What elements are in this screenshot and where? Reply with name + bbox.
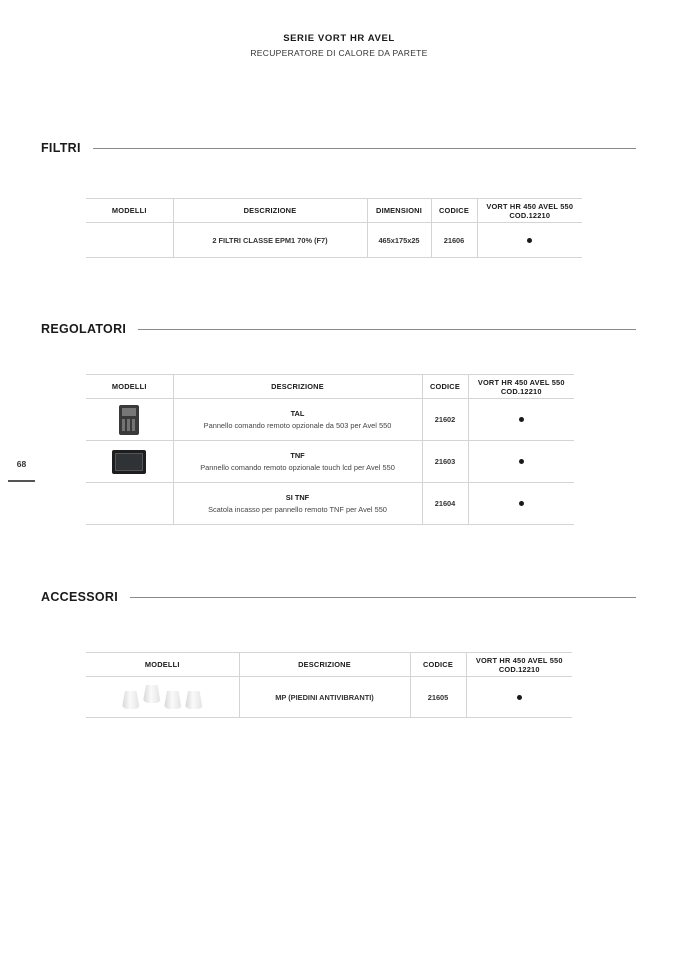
col-header-model-name: VORT HR 450 AVEL 550 [475, 655, 563, 665]
cell-model-image [86, 677, 239, 718]
col-header-model-code: COD.12210 [498, 664, 540, 674]
col-header-modelli: MODELLI [86, 199, 173, 223]
col-header-descrizione: DESCRIZIONE [173, 199, 367, 223]
col-header-codice: CODICE [431, 199, 477, 223]
cell-code: 21604 [422, 483, 468, 525]
table-header-row [86, 653, 572, 677]
page-header [0, 33, 678, 58]
col-header-model-compat [466, 653, 572, 677]
accessori-table [86, 652, 572, 718]
cell-code: 21602 [422, 399, 468, 441]
compatible-dot-icon [519, 501, 524, 506]
section-title-filtri: FILTRI [41, 141, 81, 155]
col-header-model-name: VORT HR 450 AVEL 550 [477, 377, 565, 387]
cell-compat [466, 677, 572, 718]
table-row [86, 483, 574, 525]
page-number: 68 [16, 459, 27, 469]
col-header-model-code: COD.12210 [509, 210, 551, 220]
cell-description [173, 399, 422, 441]
product-name: TNF [290, 451, 305, 460]
col-header-modelli: MODELLI [86, 375, 173, 399]
cell-compat [468, 441, 574, 483]
regolatori-table [86, 374, 574, 525]
cell-code: 21603 [422, 441, 468, 483]
section-title-accessori: ACCESSORI [41, 590, 119, 604]
section-divider [138, 329, 636, 330]
cell-description: MP (PIEDINI ANTIVIBRANTI) [239, 677, 410, 718]
table-row [86, 399, 574, 441]
cell-code: 21605 [410, 677, 466, 718]
page-title: SERIE VORT HR AVEL [283, 33, 395, 44]
cell-dimensions: 465x175x25 [367, 223, 431, 258]
table-row [86, 441, 574, 483]
cell-description [173, 441, 422, 483]
cell-code: 21606 [431, 223, 477, 258]
table-header-row [86, 375, 574, 399]
section-divider [130, 597, 636, 598]
col-header-codice: CODICE [422, 375, 468, 399]
table-row [86, 223, 582, 258]
compatible-dot-icon [517, 695, 522, 700]
cell-description: 2 FILTRI CLASSE EPM1 70% (F7) [173, 223, 367, 258]
tnf-touch-panel-icon [112, 450, 146, 474]
col-header-modelli: MODELLI [86, 653, 239, 677]
product-name: TAL [290, 409, 305, 418]
cell-compat [468, 399, 574, 441]
compatible-dot-icon [527, 238, 532, 243]
section-divider [93, 148, 636, 149]
product-name: SI TNF [285, 493, 310, 502]
cell-compat [477, 223, 582, 258]
col-header-codice: CODICE [410, 653, 466, 677]
section-filtri-header [41, 141, 636, 155]
product-description: Scatola incasso per pannello remoto TNF per Avel 550 [208, 505, 387, 514]
cell-model-image [86, 441, 173, 483]
tal-control-panel-icon [119, 405, 139, 435]
product-description: Pannello comando remoto opzionale da 503 per Avel 550 [203, 421, 392, 430]
page-subtitle: RECUPERATORE DI CALORE DA PARETE [250, 48, 428, 58]
table-header-row [86, 199, 582, 223]
section-accessori-header [41, 590, 636, 604]
col-header-model-name: VORT HR 450 AVEL 550 [486, 201, 574, 211]
table-row [86, 677, 572, 718]
anti-vibration-feet-icon [122, 685, 203, 709]
page-number-bar [8, 480, 35, 482]
compatible-dot-icon [519, 459, 524, 464]
col-header-descrizione: DESCRIZIONE [239, 653, 410, 677]
col-header-descrizione: DESCRIZIONE [173, 375, 422, 399]
col-header-model-compat [477, 199, 582, 223]
col-header-model-code: COD.12210 [500, 386, 542, 396]
section-title-regolatori: REGOLATORI [41, 322, 127, 336]
product-description: Pannello comando remoto opzionale touch lcd per Avel 550 [200, 463, 395, 472]
section-regolatori-header [41, 322, 636, 336]
col-header-model-compat [468, 375, 574, 399]
cell-model-image [86, 399, 173, 441]
compatible-dot-icon [519, 417, 524, 422]
filtri-table [86, 198, 582, 258]
cell-model [86, 223, 173, 258]
cell-model-image [86, 483, 173, 525]
col-header-dimensioni: DIMENSIONI [367, 199, 431, 223]
cell-compat [468, 483, 574, 525]
cell-description [173, 483, 422, 525]
